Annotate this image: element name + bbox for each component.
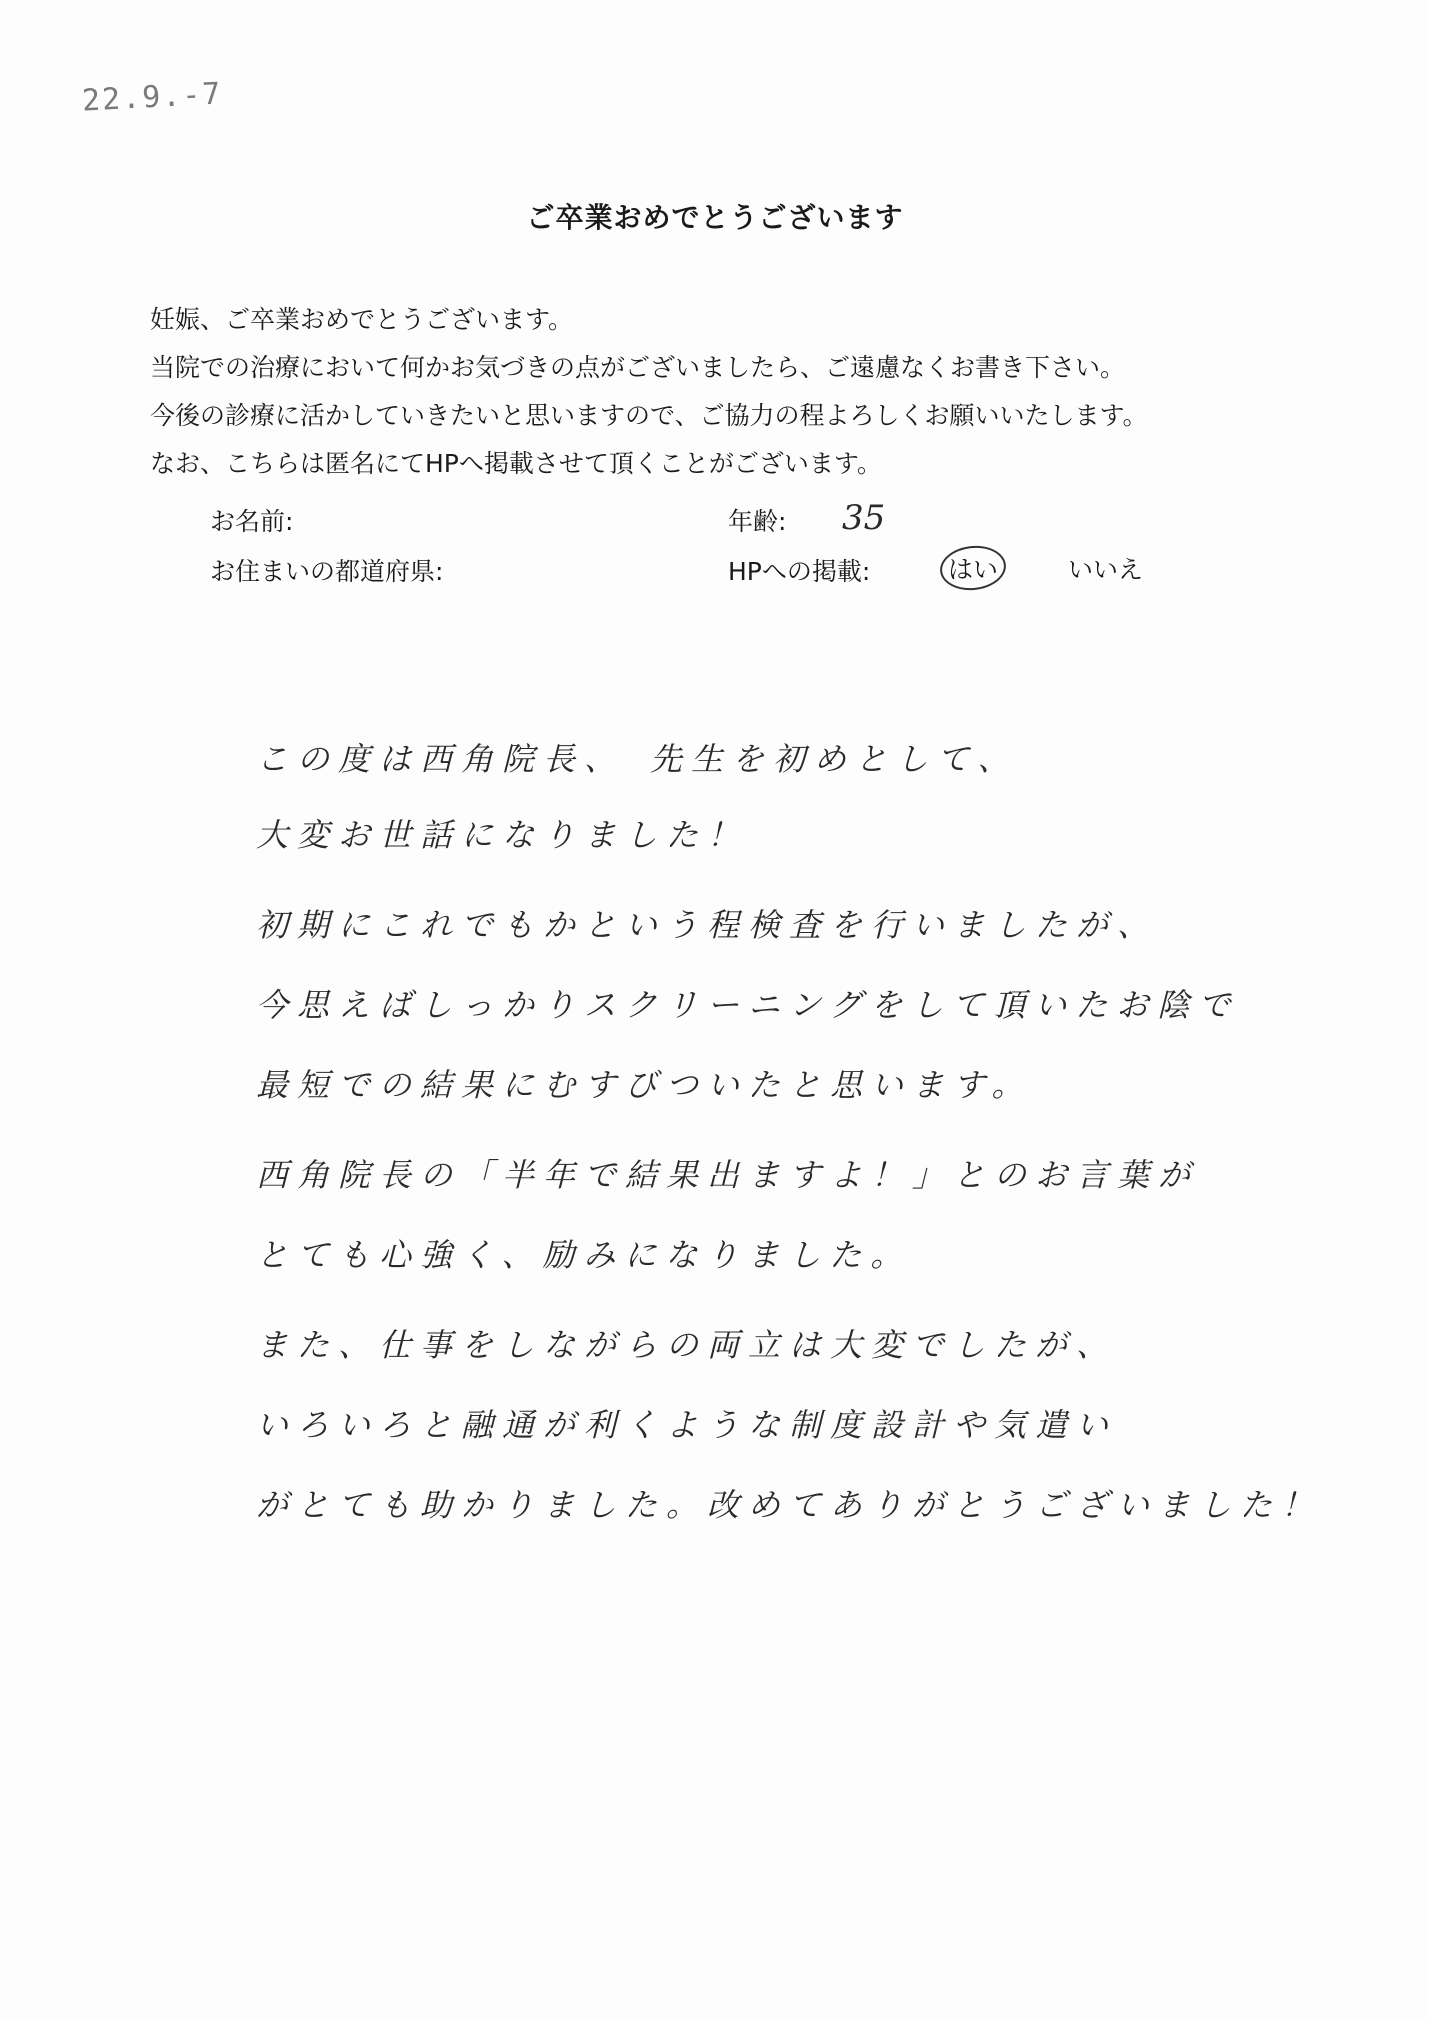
name-label: お名前: (210, 507, 294, 536)
intro-line: 当院での治療において何かお気づきの点がございましたら、ご遠慮なくお書き下さい。 (150, 353, 1126, 382)
intro-line: なお、こちらは匿名にてHPへ掲載させて頂くことがございます。 (150, 449, 882, 478)
handwritten-line: この度は西角院長、 先生を初めとして、 (256, 740, 1019, 778)
prefecture-field (210, 552, 443, 588)
handwritten-line: いろいろと融通が利くような制度設計や気遣い (256, 1406, 1118, 1444)
hp-consent-label: HPへの掲載: (728, 557, 871, 586)
handwritten-line: また、仕事をしながらの両立は大変でしたが、 (256, 1326, 1118, 1364)
hp-consent-field (728, 552, 870, 588)
prefecture-label: お住まいの都道府県: (210, 557, 444, 586)
age-value: 35 (842, 498, 886, 538)
handwritten-line: 西角院長の「半年で結果出ますよ！」とのお言葉が (256, 1156, 1200, 1194)
handwritten-line: 今思えばしっかりスクリーニングをして頂いたお陰で (256, 986, 1240, 1024)
age-label: 年齢: (728, 507, 787, 536)
date-stamp: 22.9.-7 (81, 76, 224, 119)
page-title: ご卒業おめでとうございます (526, 201, 904, 234)
handwritten-line: とても心強く、励みになりました。 (256, 1236, 912, 1274)
handwritten-line: 大変お世話になりました！ (256, 816, 749, 854)
handwritten-line: 初期にこれでもかという程検査を行いましたが、 (256, 906, 1159, 944)
hp-no-option: いいえ (1068, 555, 1144, 584)
name-field (210, 502, 293, 538)
intro-text (150, 296, 1300, 488)
intro-line: 妊娠、ご卒業おめでとうございます。 (150, 305, 574, 334)
hp-yes-option: はい (948, 555, 999, 584)
handwritten-line: 最短での結果にむすびついたと思います。 (256, 1066, 1033, 1104)
handwritten-line: がとても助かりました。改めてありがとうございました！ (256, 1486, 1323, 1524)
age-field (728, 502, 786, 538)
intro-line: 今後の診療に活かしていきたいと思いますので、ご協力の程よろしくお願いいたします。 (150, 401, 1148, 430)
